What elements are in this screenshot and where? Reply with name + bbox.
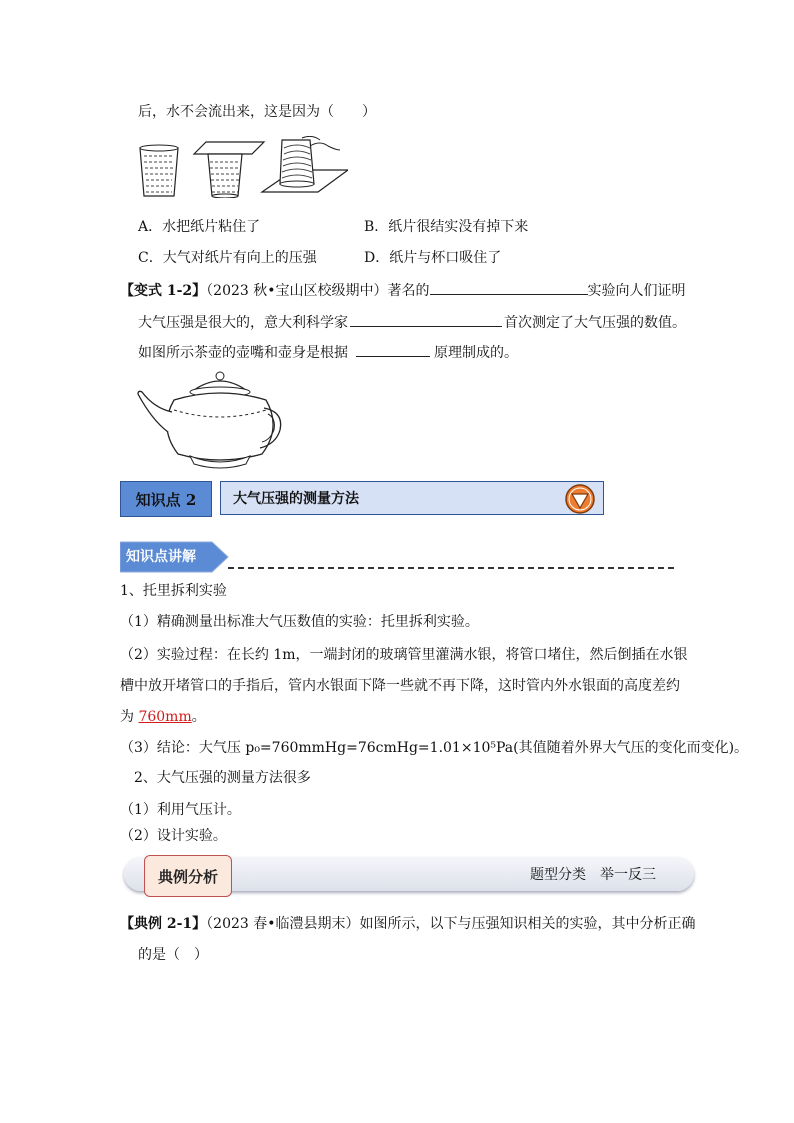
paragraph-2-line-2: 槽中放开堵管口的手指后，管内水银面下降一些就不再下降，这时管内外水银面的高度差约	[120, 678, 680, 694]
chevron-down-circle-icon[interactable]	[564, 483, 596, 515]
teapot-image	[134, 368, 284, 472]
answer-blank-1[interactable]	[430, 280, 588, 295]
variant-question-line-1	[120, 280, 686, 301]
variant-text-1: 实验向人们证明	[587, 283, 686, 299]
inverted-cup-image	[262, 136, 348, 192]
variant-text-3: 首次测定了大气压强的数值。	[504, 315, 686, 331]
highlighted-value: 760mm	[138, 709, 192, 725]
question-text: 后，水不会流出来，这是因为（ ）	[138, 104, 376, 120]
paragraph-2-start: 为	[120, 709, 139, 725]
paragraph-3: （3）结论：大气压 p₀=760mmHg=76cmHg=1.01×10⁵Pa(其值随着外界大气压的变化而变化)。	[120, 740, 749, 756]
example-question-line-1	[120, 914, 696, 934]
variant-question-line-3	[138, 342, 518, 363]
cup-experiment-figure	[134, 136, 348, 198]
section-heading-1: 1、托里拆利实验	[120, 583, 227, 599]
answer-blank-3[interactable]	[356, 342, 430, 357]
option-a: A．水把纸片粘住了	[138, 219, 261, 235]
paragraph-5: （2）设计实验。	[120, 828, 227, 844]
paragraph-2-line-3	[120, 707, 206, 727]
answer-blank-2[interactable]	[350, 312, 502, 327]
paragraph-1: （1）精确测量出标准大气压数值的实验：托里拆利实验。	[120, 614, 479, 630]
variant-text-4: 如图所示茶壶的壶嘴和壶身是根据	[138, 345, 348, 361]
example-text: （2023 春•临澧县期末）如图所示，以下与压强知识相关的实验，其中分析正确	[206, 916, 696, 932]
section-heading-2: 2、大气压强的测量方法很多	[134, 770, 311, 786]
option-b: B．纸片很结实没有掉下来	[364, 219, 529, 235]
example-subtitle: 题型分类 举一反三	[530, 867, 656, 883]
knowledge-point-title: 大气压强的测量方法	[220, 481, 604, 515]
example-question-line-2: 的是（ ）	[138, 947, 208, 963]
divider-line	[228, 567, 674, 569]
variant-source: （2023 秋•宝山区校级期中）著名的	[206, 283, 430, 299]
paragraph-4: （1）利用气压计。	[120, 802, 241, 818]
variant-question-line-2	[138, 312, 686, 333]
option-d: D．纸片与杯口吸住了	[364, 250, 502, 266]
example-label: 【典例 2-1】	[120, 916, 207, 932]
knowledge-point-tag: 知识点 2	[120, 481, 212, 517]
cup-full-of-water-image	[140, 145, 178, 196]
variant-text-5: 原理制成的。	[434, 345, 518, 361]
option-c: C．大气对纸片有向上的压强	[138, 250, 317, 266]
variant-label: 【变式 1-2】	[120, 283, 207, 299]
variant-text-2: 大气压强是很大的，意大利科学家	[138, 315, 348, 331]
explain-tag-label: 知识点讲解	[126, 549, 196, 565]
paragraph-2-end: 。	[191, 709, 206, 725]
example-tag: 典例分析	[144, 855, 232, 897]
cup-with-paper-card-image	[194, 142, 264, 198]
paragraph-2-line-1: （2）实验过程：在长约 1m，一端封闭的玻璃管里灌满水银，将管口堵住，然后倒插在水银	[120, 647, 688, 663]
